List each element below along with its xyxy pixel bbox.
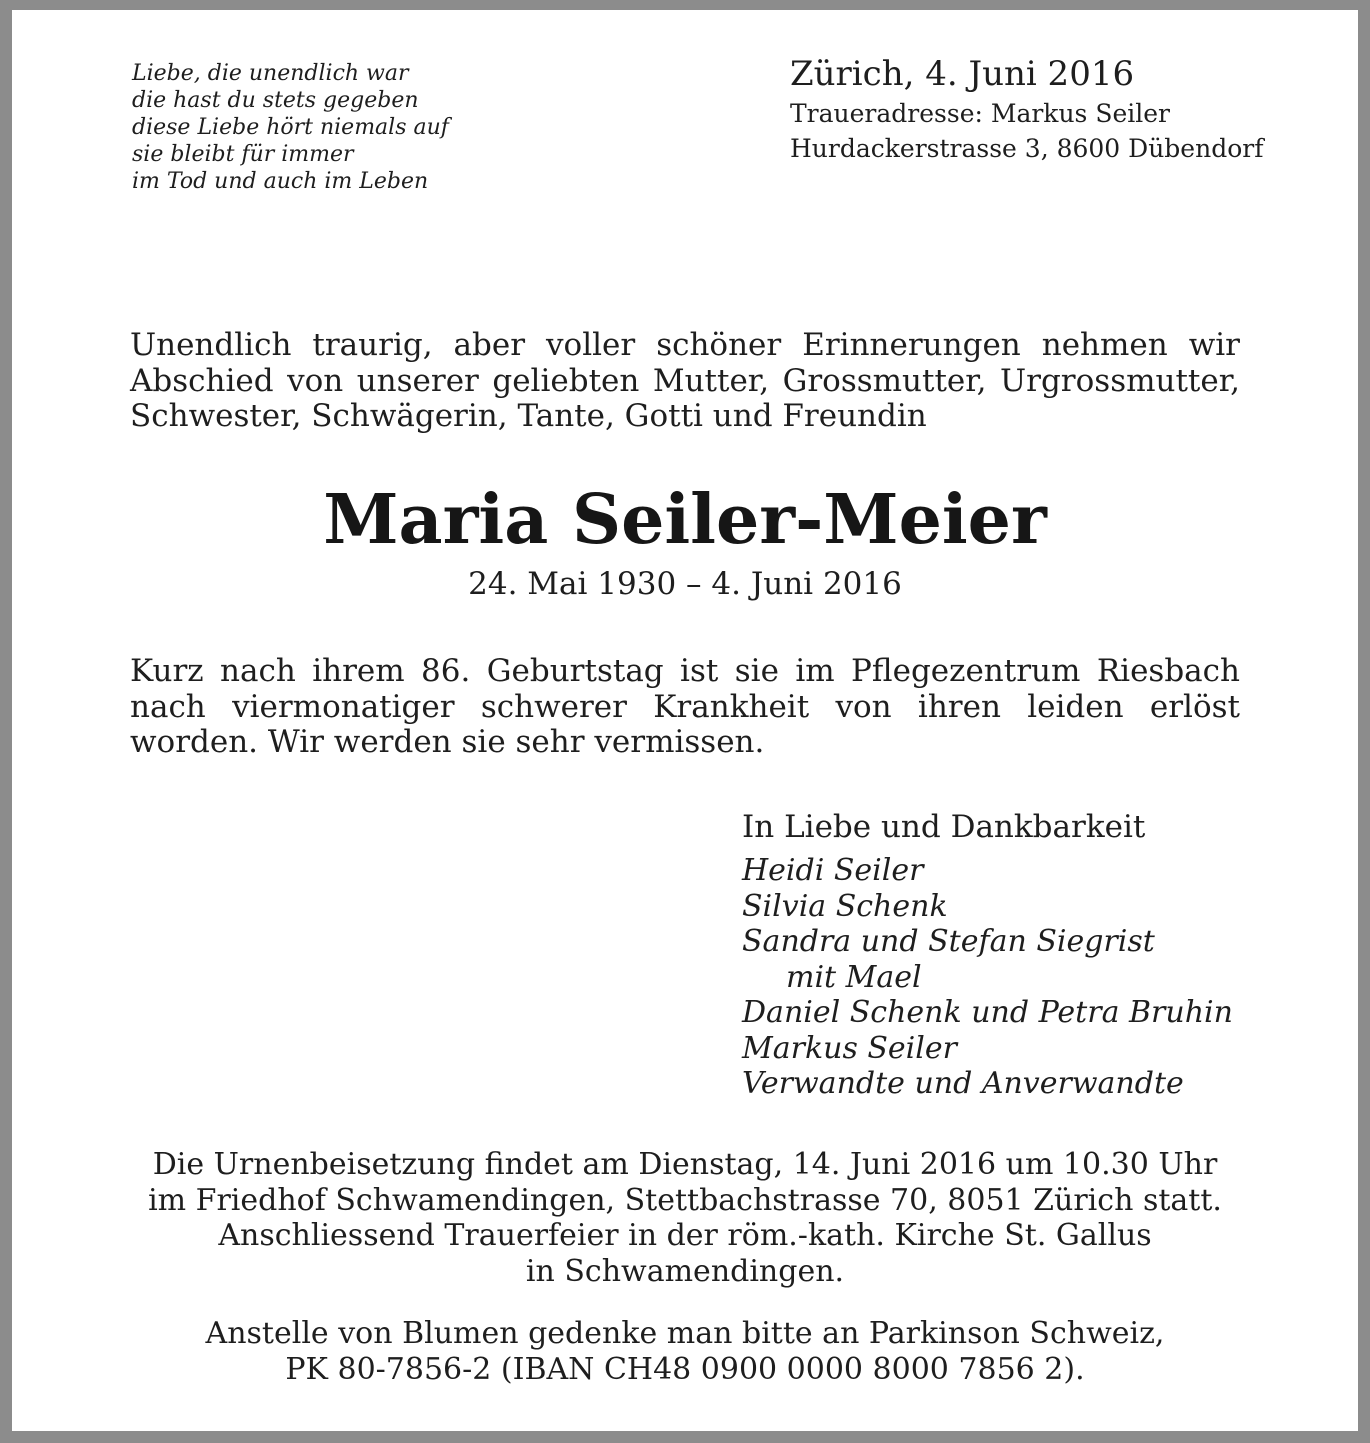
poem-line: im Tod und auch im Leben — [132, 169, 429, 194]
message-line: worden. Wir werden sie sehr vermissen. — [130, 724, 765, 760]
place-and-address — [790, 52, 1290, 166]
place-date: Zürich, 4. Juni 2016 — [790, 54, 1135, 94]
intro-paragraph — [130, 328, 1240, 435]
deceased-name: Maria Seiler-Meier — [323, 480, 1047, 560]
intro-line: Abschied von unserer geliebten Mutter, Grossmutter, Urgrossmutter, — [130, 362, 1240, 399]
mourner-name: Silvia Schenk — [742, 888, 948, 924]
intro-line: Schwester, Schwägerin, Tante, Gotti und Freundin — [130, 398, 927, 434]
poem-line: die hast du stets gegeben — [132, 88, 419, 113]
mourner-name: Sandra und Stefan Siegrist — [742, 924, 1155, 959]
mourner-name: mit Mael — [786, 959, 922, 995]
funeral-info-line: Die Urnenbeisetzung findet am Dienstag, 14. Juni 2016 um 10.30 Uhr — [152, 1147, 1218, 1182]
life-dates: 24. Mai 1930 – 4. Juni 2016 — [468, 566, 902, 602]
mourner-name: Heidi Seiler — [742, 853, 924, 888]
message-line: Kurz nach ihrem 86. Geburtstag ist sie im Pflegezentrum Riesbach — [130, 653, 1240, 689]
mourner-name: Daniel Schenk und Petra Bruhin — [742, 995, 1233, 1030]
poem-line: diese Liebe hört niemals auf — [132, 115, 449, 140]
mourner-name: Verwandte und Anverwandte — [742, 1066, 1184, 1101]
obituary-notice — [12, 10, 1358, 1431]
intro-line: Unendlich traurig, aber voller schöner Erinnerungen nehmen wir — [130, 327, 1240, 363]
funeral-info-line: in Schwamendingen. — [525, 1253, 845, 1289]
mourning-address-line: Traueradresse: Markus Seiler — [790, 99, 1170, 128]
funeral-info-line: Anschliessend Trauerfeier in der röm.-kath. Kirche St. Gallus — [218, 1218, 1152, 1253]
closing-phrase: In Liebe und Dankbarkeit — [742, 809, 1146, 845]
message-line: nach viermonatiger schwerer Krankheit von ihren leiden erlöst — [130, 688, 1240, 725]
poem — [132, 60, 532, 195]
message-paragraph — [130, 654, 1240, 761]
funeral-info-line: im Friedhof Schwamendingen, Stettbachstrasse 70, 8051 Zürich statt. — [148, 1182, 1222, 1218]
funeral-info — [12, 1147, 1358, 1289]
mourners-list — [742, 853, 1342, 1102]
donation-line: PK 80-7856-2 (IBAN CH48 0900 0000 8000 7856 2). — [285, 1351, 1085, 1387]
donation-note — [12, 1316, 1358, 1387]
mourner-name: Markus Seiler — [742, 1030, 957, 1066]
mourning-address-line: Hurdackerstrasse 3, 8600 Dübendorf — [790, 134, 1264, 163]
donation-line: Anstelle von Blumen gedenke man bitte an Parkinson Schweiz, — [205, 1316, 1165, 1351]
poem-line: sie bleibt für immer — [132, 142, 354, 167]
poem-line: Liebe, die unendlich war — [132, 61, 409, 86]
